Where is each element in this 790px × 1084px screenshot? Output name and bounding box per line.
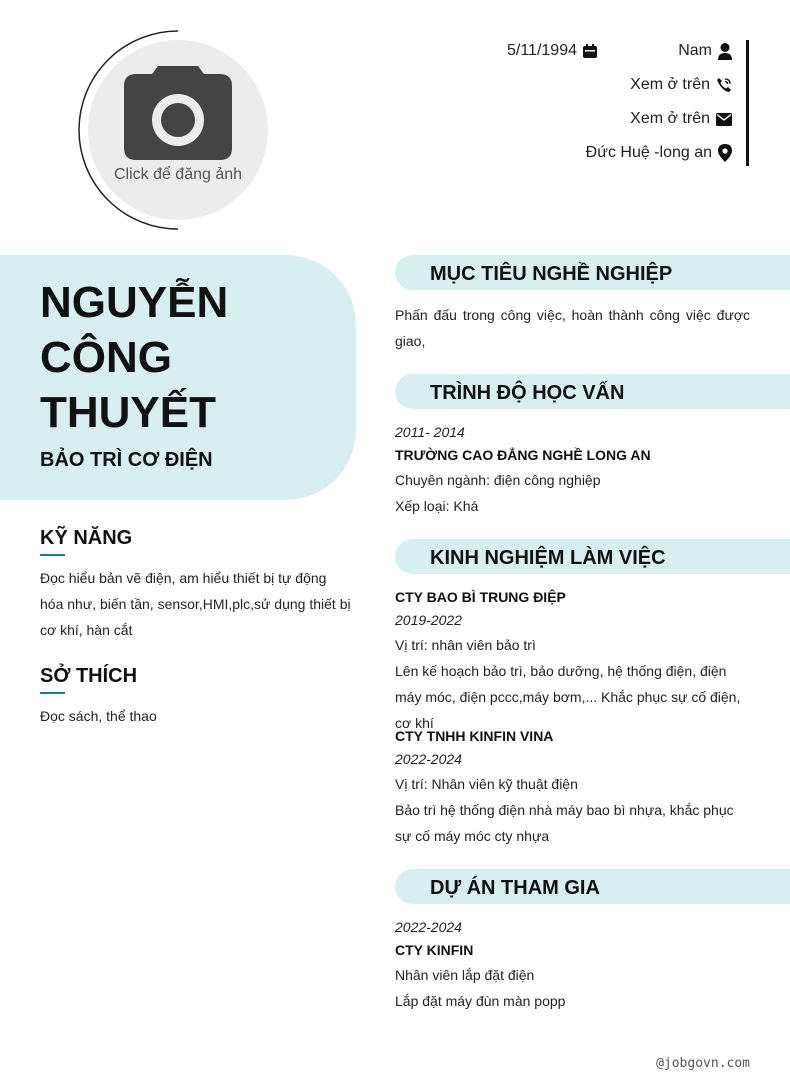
email-text: Xem ở trên [630,110,710,127]
full-name-line-2: CÔNG [40,333,172,382]
full-name-line-3: THUYẾT [40,388,216,437]
phone-text: Xem ở trên [630,76,710,93]
project-company: CTY KINFIN [395,942,474,958]
hobbies-heading: SỞ THÍCH [40,665,138,687]
project-role: Nhân viên lắp đặt điện [395,967,535,983]
education-major: Chuyên ngành: điện công nghiệp [395,472,601,488]
avatar-upload-caption[interactable]: Click để đăng ảnh [113,166,243,183]
address-row [586,144,732,162]
job-company: CTY BAO BÌ TRUNG ĐIỆP [395,589,566,605]
full-name-line-1: NGUYỄN [40,278,229,327]
objective-heading: MỤC TIÊU NGHỀ NGHIỆP [430,263,673,285]
phone-icon [716,77,732,93]
gender-row [678,42,732,60]
job-position: Vị trí: Nhân viên kỹ thuật điện [395,776,578,792]
education-period: 2011- 2014 [395,424,465,440]
projects-heading: DỰ ÁN THAM GIA [430,877,600,899]
footer-credit: @jobgovn.com [656,1056,750,1071]
education-heading: TRÌNH ĐỘ HỌC VẤN [430,382,625,404]
address-text: Đức Huệ -long an [585,144,712,161]
education-school: TRƯỜNG CAO ĐẲNG NGHỀ LONG AN [395,447,651,463]
job-period: 2022-2024 [395,751,462,767]
phone-row [630,76,732,94]
calendar-icon [583,44,597,58]
hobbies-underline [40,692,65,694]
birthday-text: 5/11/1994 [507,42,577,59]
camera-icon[interactable] [124,66,232,160]
project-period: 2022-2024 [395,919,462,935]
person-icon [718,43,732,60]
envelope-icon [716,113,732,126]
contact-divider [746,40,749,166]
project-description: Lắp đặt máy đùn màn popp [395,993,566,1009]
birthday-row [507,42,597,60]
experience-heading: KINH NGHIỆM LÀM VIỆC [430,547,666,569]
job-description: Lên kế hoạch bảo trì, bảo dưỡng, hệ thống điện, điện máy móc, điện pccc,máy bơm,... Khắc phục sự cố điện, cơ khí [395,663,741,731]
location-pin-icon [718,144,732,162]
job-company: CTY TNHH KINFIN VINA [395,728,554,744]
email-row [630,110,732,128]
objective-text: Phấn đấu trong công việc, hoàn thành công việc được giao, [395,307,750,349]
skills-underline [40,554,65,556]
job-description: Bảo trì hệ thống điện nhà máy bao bì nhựa, khắc phục sự cố máy móc cty nhựa [395,802,734,844]
skills-heading: KỸ NĂNG [40,527,133,549]
job-position: Vị trí: nhân viên bảo trì [395,637,536,653]
education-grade: Xếp loại: Khá [395,498,479,514]
skills-text: Đọc hiểu bản vẽ điện, am hiểu thiết bị tự động hóa như, biến tần, sensor,HMI,plc,sử dụng thiết bị cơ khí, hàn cắt [40,570,351,638]
gender-text: Nam [678,42,712,59]
job-title: BẢO TRÌ CƠ ĐIỆN [40,449,213,471]
job-period: 2019-2022 [395,612,462,628]
hobbies-text: Đọc sách, thể thao [40,708,157,724]
